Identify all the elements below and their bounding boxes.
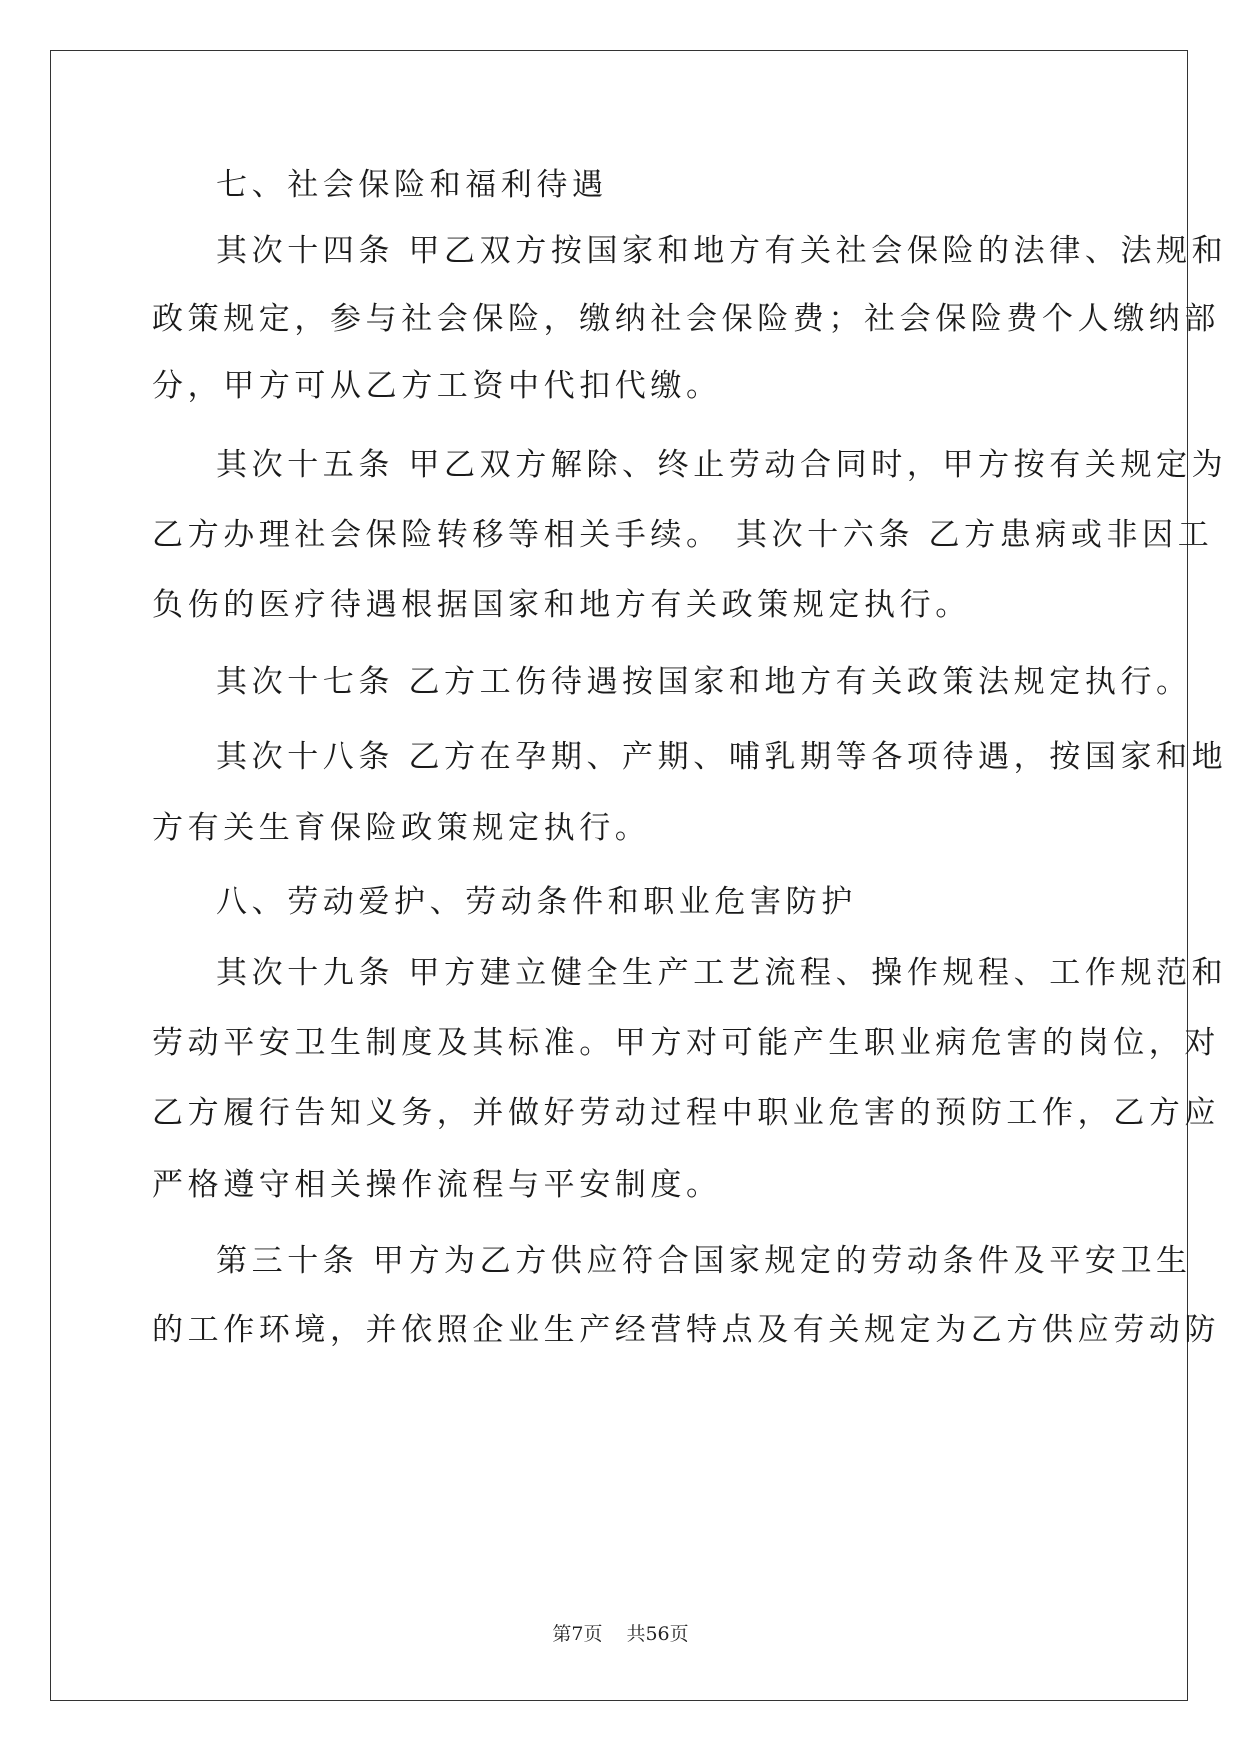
- page-footer: [0, 1622, 1241, 1646]
- paragraph-line: 第三十条 甲方为乙方供应符合国家规定的劳动条件及平安卫生: [216, 1243, 1192, 1279]
- paragraph-line: 其次十七条 乙方工伤待遇按国家和地方有关政策法规定执行。: [216, 664, 1192, 700]
- total-pages: 共56页: [626, 1623, 689, 1645]
- current-page-number: 第7页: [552, 1623, 603, 1645]
- section-heading-labor-protection: 八、劳动爱护、劳动条件和职业危害防护: [216, 884, 857, 920]
- paragraph-line: 其次十九条 甲方建立健全生产工艺流程、操作规程、工作规范和: [216, 955, 1228, 991]
- paragraph-line: 乙方办理社会保险转移等相关手续。 其次十六条 乙方患病或非因工: [152, 517, 1214, 553]
- paragraph-line: 分，甲方可从乙方工资中代扣代缴。: [152, 368, 722, 404]
- paragraph-line: 其次十五条 甲乙双方解除、终止劳动合同时，甲方按有关规定为: [216, 447, 1228, 483]
- paragraph-line: 的工作环境，并依照企业生产经营特点及有关规定为乙方供应劳动防: [152, 1312, 1220, 1348]
- paragraph-line: 劳动平安卫生制度及其标准。甲方对可能产生职业病危害的岗位，对: [152, 1025, 1220, 1061]
- paragraph-line: 方有关生育保险政策规定执行。: [152, 810, 651, 846]
- paragraph-line: 负伤的医疗待遇根据国家和地方有关政策规定执行。: [152, 587, 971, 623]
- paragraph-line: 政策规定，参与社会保险，缴纳社会保险费；社会保险费个人缴纳部: [152, 301, 1220, 337]
- paragraph-line: 其次十四条 甲乙双方按国家和地方有关社会保险的法律、法规和: [216, 233, 1228, 269]
- section-heading-social-insurance: 七、社会保险和福利待遇: [216, 167, 608, 203]
- paragraph-line: 严格遵守相关操作流程与平安制度。: [152, 1167, 722, 1203]
- paragraph-line: 乙方履行告知义务，并做好劳动过程中职业危害的预防工作，乙方应: [152, 1095, 1220, 1131]
- paragraph-line: 其次十八条 乙方在孕期、产期、哺乳期等各项待遇，按国家和地: [216, 739, 1228, 775]
- page-border: [50, 50, 1188, 1701]
